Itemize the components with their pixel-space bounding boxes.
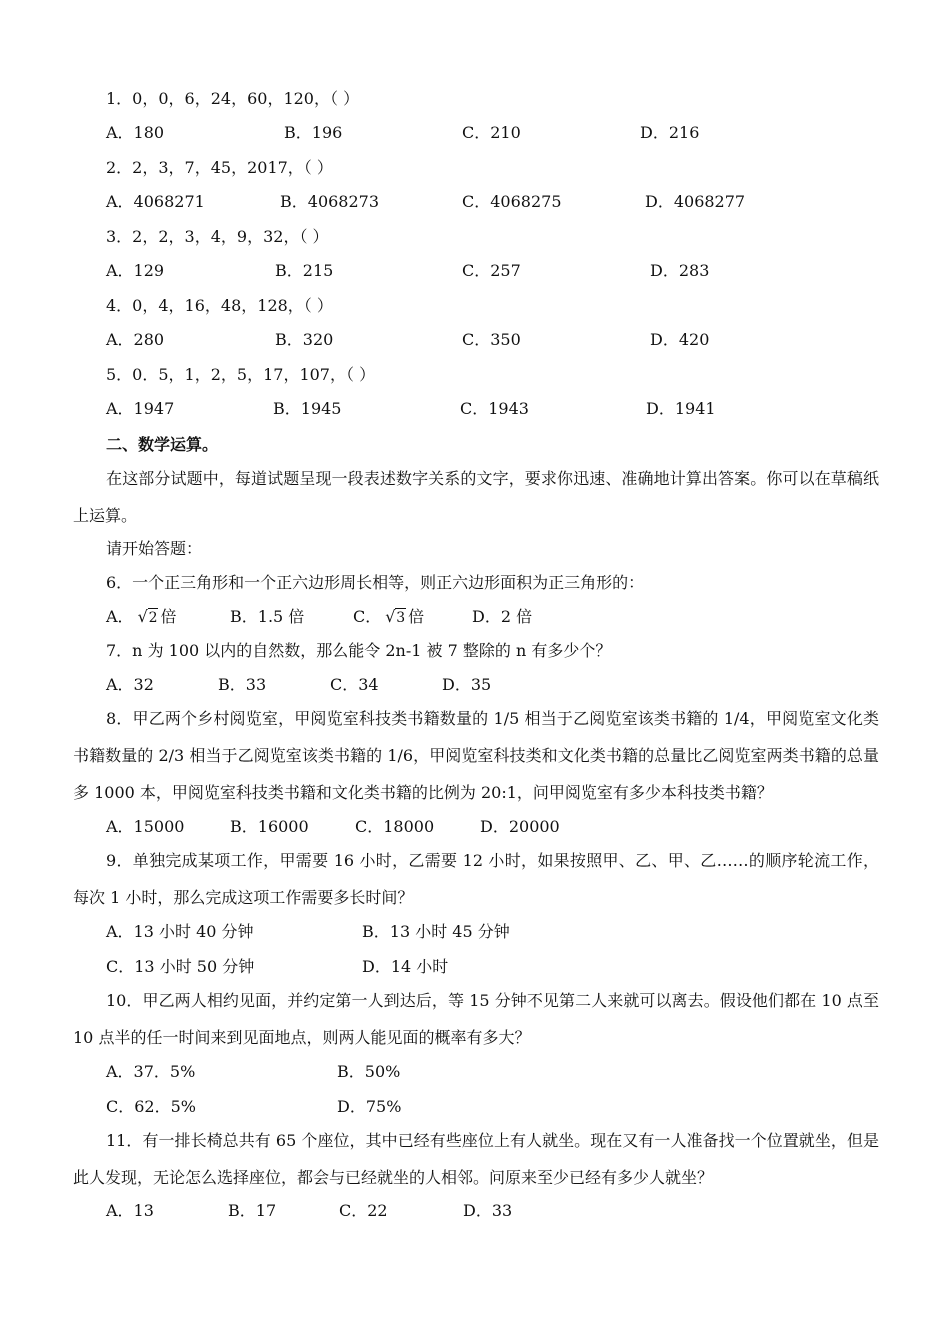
question-6-option-c — [353, 600, 424, 634]
question-1-option-b: B．196 — [284, 123, 343, 142]
question-7-option-b: B．33 — [218, 675, 267, 694]
question-10-stem — [73, 982, 879, 1056]
question-4-option-d: D．420 — [650, 330, 710, 349]
question-4-stem: 4．0，4，16，48，128，（ ） — [106, 296, 333, 315]
question-1-stem: 1．0，0，6，24，60，120，（ ） — [106, 89, 360, 108]
radicand-2: 2 — [148, 610, 158, 626]
question-7-option-a: A．32 — [106, 675, 154, 694]
section-intro-text: 在这部分试题中，每道试题呈现一段表述数字关系的文字，要求你迅速、准确地计算出答案。你可以在草稿纸上运算。 — [73, 469, 879, 525]
question-8-option-c: C．18000 — [355, 817, 435, 836]
sqrt-3-expression — [385, 600, 406, 634]
question-2-option-d: D．4068277 — [645, 192, 746, 211]
question-4-option-a: A．280 — [106, 330, 165, 349]
question-5-option-c: C．1943 — [460, 399, 529, 418]
question-9-option-d: D．14 小时 — [362, 957, 449, 976]
question-7-stem: 7．n 为 100 以内的自然数，那么能令 2n-1 被 7 整除的 n 有多少个？ — [106, 641, 612, 660]
question-11-option-d: D．33 — [463, 1201, 513, 1220]
question-8-stem — [73, 700, 879, 811]
question-9-option-a: A．13 小时 40 分钟 — [106, 922, 254, 941]
question-2-stem: 2．2，3，7，45，2017，（ ） — [106, 158, 333, 177]
question-5-option-d: D．1941 — [646, 399, 716, 418]
radical-sign-icon: √ — [385, 607, 396, 626]
question-6-option-a — [106, 600, 177, 634]
question-3-option-a: A．129 — [106, 261, 165, 280]
question-11-option-b: B．17 — [228, 1201, 277, 1220]
question-10-option-d: D．75% — [337, 1097, 402, 1116]
question-2-option-b: B．4068273 — [280, 192, 380, 211]
question-1-option-d: D．216 — [640, 123, 700, 142]
question-8-stem-text: 8．甲乙两个乡村阅览室，甲阅览室科技类书籍数量的 1/5 相当于乙阅览室该类书籍的 1/4，甲阅览室文化类书籍数量的 2/3 相当于乙阅览室该类书籍的 1/6，甲阅览室科技类和文化类书籍的总量比乙阅览室两类书籍的总量多 1000 本，甲阅览室科技类书籍和文化类书籍的比例为 20:1，问甲阅览室有多少本科技类书籍？ — [73, 709, 879, 802]
question-3-option-c: C．257 — [462, 261, 521, 280]
question-8-option-d: D．20000 — [480, 817, 560, 836]
question-9-stem — [73, 842, 879, 916]
question-1-option-a: A．180 — [106, 123, 165, 142]
question-6-option-d: D．2 倍 — [472, 607, 533, 626]
question-10-option-c: C．62．5% — [106, 1097, 196, 1116]
question-6-option-c-unit: 倍 — [408, 607, 425, 626]
radicand-3: 3 — [396, 610, 406, 626]
question-1-option-c: C．210 — [462, 123, 521, 142]
question-5-option-b: B．1945 — [273, 399, 342, 418]
question-5-option-a: A．1947 — [106, 399, 175, 418]
question-2-option-c: C．4068275 — [462, 192, 562, 211]
question-11-option-a: A．13 — [106, 1201, 154, 1220]
question-11-stem-text: 11．有一排长椅总共有 65 个座位，其中已经有些座位上有人就坐。现在又有一人准备找一个位置就坐，但是此人发现，无论怎么选择座位，都会与已经就坐的人相邻。问原来至少已经有多少人就坐？ — [73, 1131, 879, 1187]
question-10-option-b: B．50% — [337, 1062, 401, 1081]
question-3-stem: 3．2，2，3，4，9，32，（ ） — [106, 227, 329, 246]
question-10-option-a: A．37．5% — [106, 1062, 196, 1081]
question-7-option-d: D．35 — [442, 675, 492, 694]
start-instruction: 请开始答题： — [106, 539, 203, 558]
question-10-stem-text: 10．甲乙两人相约见面，并约定第一人到达后，等 15 分钟不见第二人来就可以离去。假设他们都在 10 点至 10 点半的任一时间来到见面地点，则两人能见面的概率有多大？ — [73, 991, 879, 1047]
section-intro — [73, 460, 879, 534]
question-2-option-a: A．4068271 — [106, 192, 205, 211]
question-6-option-b: B．1.5 倍 — [230, 607, 305, 626]
question-8-option-a: A．15000 — [106, 817, 185, 836]
question-9-stem-text: 9．单独完成某项工作，甲需要 16 小时，乙需要 12 小时，如果按照甲、乙、甲、乙……的顺序轮流工作，每次 1 小时，那么完成这项工作需要多长时间？ — [73, 851, 879, 907]
radical-sign-icon: √ — [137, 607, 148, 626]
question-7-option-c: C．34 — [330, 675, 379, 694]
question-3-option-b: B．215 — [275, 261, 334, 280]
question-4-option-c: C．350 — [462, 330, 521, 349]
question-6-option-a-unit: 倍 — [160, 607, 177, 626]
question-6-stem: 6．一个正三角形和一个正六边形周长相等，则正六边形面积为正三角形的： — [106, 573, 645, 592]
question-6-option-a-label: A． — [106, 607, 134, 626]
question-4-option-b: B．320 — [275, 330, 334, 349]
question-9-option-b: B．13 小时 45 分钟 — [362, 922, 510, 941]
sqrt-2-expression — [138, 600, 159, 634]
question-8-option-b: B．16000 — [230, 817, 309, 836]
question-11-option-c: C．22 — [339, 1201, 388, 1220]
question-6-option-c-label: C． — [353, 607, 382, 626]
section-heading: 二、数学运算。 — [106, 435, 219, 454]
question-9-option-c: C．13 小时 50 分钟 — [106, 957, 255, 976]
question-11-stem — [73, 1122, 879, 1196]
question-3-option-d: D．283 — [650, 261, 710, 280]
question-5-stem: 5．0．5，1，2，5，17，107，（ ） — [106, 365, 376, 384]
